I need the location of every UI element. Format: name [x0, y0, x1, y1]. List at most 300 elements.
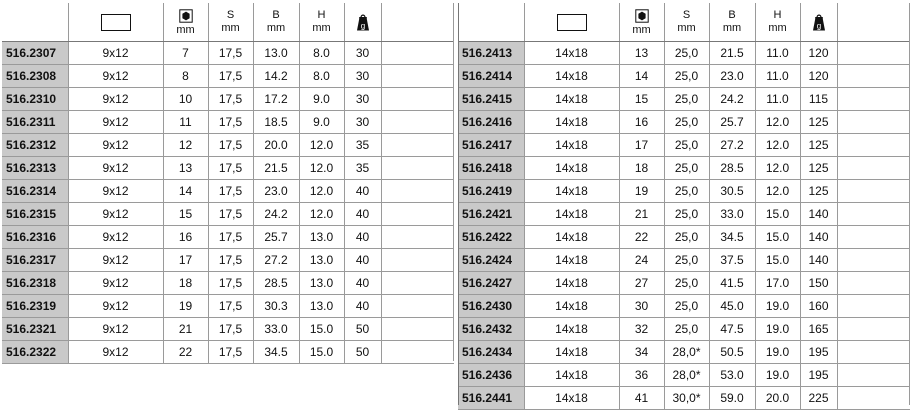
- rectangle-size-icon: [101, 14, 131, 31]
- h-cell: 20.0: [755, 387, 800, 410]
- b-cell: 24.2: [709, 88, 755, 111]
- article-number-cell: 516.2416: [458, 111, 524, 134]
- blank-cell: [381, 157, 454, 180]
- b-cell: 33.0: [709, 203, 755, 226]
- svg-text:g: g: [360, 21, 365, 30]
- table-row: [2, 318, 454, 341]
- blank-cell: [837, 180, 910, 203]
- hex-cell: 15: [163, 203, 208, 226]
- article-number-cell: 516.2321: [2, 318, 68, 341]
- table-row: [458, 226, 910, 249]
- h-cell: 12.0: [299, 157, 344, 180]
- b-cell: 23.0: [709, 65, 755, 88]
- product-table-left: [2, 3, 454, 364]
- blank-cell: [837, 203, 910, 226]
- s-cell: 17,5: [208, 111, 253, 134]
- s-cell: 17,5: [208, 157, 253, 180]
- hex-cell: 17: [163, 249, 208, 272]
- table-row: [2, 341, 454, 364]
- s-label: S: [226, 9, 235, 21]
- s-cell: 25,0: [664, 157, 709, 180]
- s-cell: 25,0: [664, 65, 709, 88]
- table-row: [458, 295, 910, 318]
- s-cell: 17,5: [208, 203, 253, 226]
- h-label: H: [773, 9, 782, 21]
- weight-cell: 40: [344, 203, 381, 226]
- h-cell: 11.0: [755, 42, 800, 65]
- weight-cell: 40: [344, 249, 381, 272]
- size-cell: 9x12: [68, 42, 163, 65]
- weight-cell: 40: [344, 180, 381, 203]
- h-cell: 13.0: [299, 272, 344, 295]
- hex-cell: 7: [163, 42, 208, 65]
- size-cell: 14x18: [524, 42, 619, 65]
- table-row: [458, 157, 910, 180]
- b-cell: 20.0: [253, 134, 299, 157]
- weight-cell: 150: [800, 272, 837, 295]
- s-header: [664, 3, 709, 42]
- hex-cell: 16: [619, 111, 664, 134]
- weight-cell: 35: [344, 157, 381, 180]
- table-row: [458, 387, 910, 410]
- article-number-cell: 516.2421: [458, 203, 524, 226]
- table-row: [2, 249, 454, 272]
- h-cell: 12.0: [299, 134, 344, 157]
- size-cell: 9x12: [68, 65, 163, 88]
- size-cell: 14x18: [524, 65, 619, 88]
- svg-text:g: g: [816, 21, 821, 30]
- blank-cell: [837, 88, 910, 111]
- hex-cell: 17: [619, 134, 664, 157]
- b-cell: 28.5: [709, 157, 755, 180]
- s-cell: 17,5: [208, 272, 253, 295]
- h-cell: 12.0: [299, 180, 344, 203]
- article-number-cell: 516.2307: [2, 42, 68, 65]
- table-header-row: [2, 3, 454, 42]
- weight-icon: [356, 14, 370, 31]
- blank-cell: [837, 341, 910, 364]
- blank-cell: [837, 387, 910, 410]
- article-number-cell: 516.2436: [458, 364, 524, 387]
- table-row: [458, 341, 910, 364]
- h-label: H: [317, 9, 326, 21]
- blank-cell: [381, 65, 454, 88]
- table-row: [458, 111, 910, 134]
- h-unit: mm: [768, 22, 787, 34]
- h-cell: 17.0: [755, 272, 800, 295]
- weight-icon: [812, 14, 826, 31]
- hex-cell: 11: [163, 111, 208, 134]
- s-cell: 17,5: [208, 318, 253, 341]
- article-number-cell: 516.2418: [458, 157, 524, 180]
- b-cell: 33.0: [253, 318, 299, 341]
- s-cell: 25,0: [664, 295, 709, 318]
- blank-cell: [381, 42, 454, 65]
- size-cell: 14x18: [524, 387, 619, 410]
- hex-cell: 32: [619, 318, 664, 341]
- s-cell: 25,0: [664, 88, 709, 111]
- table-row: [458, 364, 910, 387]
- b-cell: 34.5: [709, 226, 755, 249]
- h-cell: 11.0: [755, 88, 800, 111]
- b-unit: mm: [266, 22, 286, 34]
- size-cell: 9x12: [68, 249, 163, 272]
- article-number-cell: 516.2417: [458, 134, 524, 157]
- s-cell: 17,5: [208, 65, 253, 88]
- hex-cell: 18: [163, 272, 208, 295]
- rectangle-size-icon: [557, 14, 587, 31]
- size-cell: 14x18: [524, 249, 619, 272]
- s-cell: 25,0: [664, 318, 709, 341]
- b-cell: 17.2: [253, 88, 299, 111]
- article-number-cell: 516.2422: [458, 226, 524, 249]
- weight-cell: 160: [800, 295, 837, 318]
- s-cell: 17,5: [208, 134, 253, 157]
- size-cell: 9x12: [68, 111, 163, 134]
- hex-cell: 13: [619, 42, 664, 65]
- blank-cell: [381, 272, 454, 295]
- hex-cell: 41: [619, 387, 664, 410]
- blank-cell: [381, 318, 454, 341]
- hex-cell: 19: [163, 295, 208, 318]
- size-cell: 9x12: [68, 318, 163, 341]
- h-cell: 19.0: [755, 341, 800, 364]
- table-row: [458, 318, 910, 341]
- b-cell: 47.5: [709, 318, 755, 341]
- hex-cell: 19: [619, 180, 664, 203]
- b-cell: 24.2: [253, 203, 299, 226]
- s-cell: 17,5: [208, 88, 253, 111]
- b-unit: mm: [722, 22, 742, 34]
- article-number-cell: 516.2319: [2, 295, 68, 318]
- s-cell: 25,0: [664, 249, 709, 272]
- weight-header: [344, 3, 381, 42]
- s-cell: 17,5: [208, 295, 253, 318]
- article-number-cell: 516.2434: [458, 341, 524, 364]
- h-cell: 12.0: [755, 157, 800, 180]
- b-cell: 13.0: [253, 42, 299, 65]
- s-cell: 25,0: [664, 42, 709, 65]
- weight-header: [800, 3, 837, 42]
- s-cell: 17,5: [208, 42, 253, 65]
- article-header: [2, 3, 68, 42]
- h-cell: 13.0: [299, 226, 344, 249]
- size-cell: 9x12: [68, 157, 163, 180]
- b-cell: 23.0: [253, 180, 299, 203]
- b-cell: 30.5: [709, 180, 755, 203]
- hex-nut-icon: [179, 9, 193, 23]
- hex-cell: 36: [619, 364, 664, 387]
- s-cell: 25,0: [664, 111, 709, 134]
- b-cell: 50.5: [709, 341, 755, 364]
- hex-cell: 22: [619, 226, 664, 249]
- article-number-cell: 516.2312: [2, 134, 68, 157]
- weight-cell: 120: [800, 42, 837, 65]
- blank-cell: [381, 203, 454, 226]
- s-cell: 17,5: [208, 180, 253, 203]
- size-cell: 9x12: [68, 295, 163, 318]
- article-number-cell: 516.2430: [458, 295, 524, 318]
- weight-cell: 125: [800, 180, 837, 203]
- table-row: [2, 203, 454, 226]
- hex-header: [619, 3, 664, 42]
- weight-cell: 120: [800, 65, 837, 88]
- blank-cell: [381, 88, 454, 111]
- hex-cell: 15: [619, 88, 664, 111]
- h-cell: 8.0: [299, 65, 344, 88]
- blank-cell: [837, 134, 910, 157]
- s-label: S: [682, 9, 691, 21]
- article-header: [458, 3, 524, 42]
- table-row: [2, 180, 454, 203]
- table-row: [458, 42, 910, 65]
- weight-cell: 125: [800, 134, 837, 157]
- table-row: [458, 134, 910, 157]
- hex-cell: 21: [163, 318, 208, 341]
- b-cell: 14.2: [253, 65, 299, 88]
- b-header: [709, 3, 755, 42]
- blank-header: [837, 3, 910, 42]
- article-number-cell: 516.2414: [458, 65, 524, 88]
- left-table-body: [2, 42, 454, 364]
- size-cell: 14x18: [524, 111, 619, 134]
- b-cell: 28.5: [253, 272, 299, 295]
- h-header: [299, 3, 344, 42]
- h-cell: 15.0: [299, 341, 344, 364]
- article-number-cell: 516.2415: [458, 88, 524, 111]
- table-row: [2, 111, 454, 134]
- size-cell: 14x18: [524, 272, 619, 295]
- s-cell: 28,0*: [664, 341, 709, 364]
- b-label: B: [728, 9, 736, 21]
- hex-cell: 14: [163, 180, 208, 203]
- h-cell: 19.0: [755, 364, 800, 387]
- blank-cell: [837, 226, 910, 249]
- blank-cell: [837, 364, 910, 387]
- h-cell: 19.0: [755, 295, 800, 318]
- blank-cell: [837, 272, 910, 295]
- weight-cell: 40: [344, 272, 381, 295]
- weight-cell: 40: [344, 226, 381, 249]
- b-cell: 34.5: [253, 341, 299, 364]
- article-number-cell: 516.2311: [2, 111, 68, 134]
- table-row: [2, 42, 454, 65]
- hex-cell: 8: [163, 65, 208, 88]
- hex-cell: 16: [163, 226, 208, 249]
- size-cell: 14x18: [524, 134, 619, 157]
- b-cell: 21.5: [253, 157, 299, 180]
- h-cell: 9.0: [299, 111, 344, 134]
- s-cell: 25,0: [664, 272, 709, 295]
- weight-cell: 30: [344, 65, 381, 88]
- hex-nut-icon: [635, 9, 649, 23]
- blank-cell: [837, 249, 910, 272]
- blank-cell: [837, 65, 910, 88]
- b-cell: 45.0: [709, 295, 755, 318]
- blank-cell: [381, 295, 454, 318]
- s-cell: 30,0*: [664, 387, 709, 410]
- s-cell: 17,5: [208, 249, 253, 272]
- s-cell: 25,0: [664, 134, 709, 157]
- s-cell: 25,0: [664, 226, 709, 249]
- size-cell: 14x18: [524, 180, 619, 203]
- b-cell: 18.5: [253, 111, 299, 134]
- hex-unit: mm: [632, 23, 651, 36]
- blank-cell: [837, 157, 910, 180]
- hex-unit: mm: [176, 23, 195, 36]
- h-cell: 12.0: [755, 180, 800, 203]
- blank-cell: [381, 111, 454, 134]
- h-header: [755, 3, 800, 42]
- table-row: [2, 65, 454, 88]
- article-number-cell: 516.2322: [2, 341, 68, 364]
- b-cell: 21.5: [709, 42, 755, 65]
- hex-cell: 24: [619, 249, 664, 272]
- table-row: [2, 226, 454, 249]
- h-cell: 19.0: [755, 318, 800, 341]
- size-cell: 14x18: [524, 157, 619, 180]
- table-row: [458, 65, 910, 88]
- b-label: B: [272, 9, 280, 21]
- table-row: [458, 249, 910, 272]
- table-row: [458, 272, 910, 295]
- article-number-cell: 516.2313: [2, 157, 68, 180]
- blank-cell: [837, 295, 910, 318]
- hex-cell: 34: [619, 341, 664, 364]
- article-number-cell: 516.2310: [2, 88, 68, 111]
- weight-cell: 30: [344, 111, 381, 134]
- article-number-cell: 516.2318: [2, 272, 68, 295]
- size-cell: 9x12: [68, 226, 163, 249]
- blank-cell: [837, 111, 910, 134]
- s-cell: 28,0*: [664, 364, 709, 387]
- s-cell: 17,5: [208, 226, 253, 249]
- table-row: [458, 88, 910, 111]
- weight-cell: 225: [800, 387, 837, 410]
- b-cell: 59.0: [709, 387, 755, 410]
- s-cell: 17,5: [208, 341, 253, 364]
- h-cell: 15.0: [299, 318, 344, 341]
- b-cell: 25.7: [709, 111, 755, 134]
- size-cell: 14x18: [524, 318, 619, 341]
- weight-cell: 35: [344, 134, 381, 157]
- article-number-cell: 516.2308: [2, 65, 68, 88]
- b-cell: 30.3: [253, 295, 299, 318]
- h-cell: 9.0: [299, 88, 344, 111]
- table-row: [2, 157, 454, 180]
- product-table-right: [458, 3, 910, 410]
- h-cell: 13.0: [299, 249, 344, 272]
- b-cell: 27.2: [253, 249, 299, 272]
- weight-cell: 125: [800, 157, 837, 180]
- s-header: [208, 3, 253, 42]
- b-header: [253, 3, 299, 42]
- hex-cell: 27: [619, 272, 664, 295]
- h-cell: 13.0: [299, 295, 344, 318]
- h-cell: 8.0: [299, 42, 344, 65]
- article-number-cell: 516.2432: [458, 318, 524, 341]
- b-cell: 41.5: [709, 272, 755, 295]
- hex-cell: 14: [619, 65, 664, 88]
- h-cell: 12.0: [755, 134, 800, 157]
- b-cell: 27.2: [709, 134, 755, 157]
- blank-cell: [381, 180, 454, 203]
- weight-cell: 50: [344, 341, 381, 364]
- hex-cell: 12: [163, 134, 208, 157]
- s-cell: 25,0: [664, 203, 709, 226]
- size-cell: 14x18: [524, 88, 619, 111]
- blank-cell: [381, 134, 454, 157]
- size-cell: 14x18: [524, 295, 619, 318]
- size-header: [68, 3, 163, 42]
- h-cell: 11.0: [755, 65, 800, 88]
- h-cell: 15.0: [755, 203, 800, 226]
- blank-cell: [837, 318, 910, 341]
- h-cell: 12.0: [299, 203, 344, 226]
- s-cell: 25,0: [664, 180, 709, 203]
- h-unit: mm: [312, 22, 331, 34]
- table-header-row: [458, 3, 910, 42]
- article-number-cell: 516.2419: [458, 180, 524, 203]
- size-cell: 14x18: [524, 364, 619, 387]
- size-cell: 14x18: [524, 226, 619, 249]
- article-number-cell: 516.2413: [458, 42, 524, 65]
- table-row: [2, 272, 454, 295]
- article-number-cell: 516.2427: [458, 272, 524, 295]
- weight-cell: 30: [344, 88, 381, 111]
- table-row: [2, 134, 454, 157]
- weight-cell: 125: [800, 111, 837, 134]
- h-cell: 12.0: [755, 111, 800, 134]
- hex-cell: 18: [619, 157, 664, 180]
- h-cell: 15.0: [755, 249, 800, 272]
- b-cell: 37.5: [709, 249, 755, 272]
- b-cell: 25.7: [253, 226, 299, 249]
- weight-cell: 140: [800, 203, 837, 226]
- blank-cell: [837, 42, 910, 65]
- weight-cell: 165: [800, 318, 837, 341]
- hex-cell: 22: [163, 341, 208, 364]
- right-table-body: [458, 42, 910, 410]
- hex-cell: 21: [619, 203, 664, 226]
- table-row: [458, 180, 910, 203]
- weight-cell: 195: [800, 341, 837, 364]
- table-row: [2, 88, 454, 111]
- weight-cell: 140: [800, 226, 837, 249]
- table-row: [2, 295, 454, 318]
- s-unit: mm: [221, 22, 240, 34]
- weight-cell: 30: [344, 42, 381, 65]
- size-cell: 9x12: [68, 134, 163, 157]
- article-number-cell: 516.2441: [458, 387, 524, 410]
- weight-cell: 140: [800, 249, 837, 272]
- s-unit: mm: [677, 22, 696, 34]
- size-cell: 9x12: [68, 272, 163, 295]
- weight-cell: 40: [344, 295, 381, 318]
- table-row: [458, 203, 910, 226]
- article-number-cell: 516.2314: [2, 180, 68, 203]
- hex-header: [163, 3, 208, 42]
- size-cell: 9x12: [68, 180, 163, 203]
- weight-cell: 115: [800, 88, 837, 111]
- hex-cell: 10: [163, 88, 208, 111]
- blank-cell: [381, 226, 454, 249]
- size-header: [524, 3, 619, 42]
- blank-header: [381, 3, 454, 42]
- b-cell: 53.0: [709, 364, 755, 387]
- article-number-cell: 516.2315: [2, 203, 68, 226]
- hex-cell: 30: [619, 295, 664, 318]
